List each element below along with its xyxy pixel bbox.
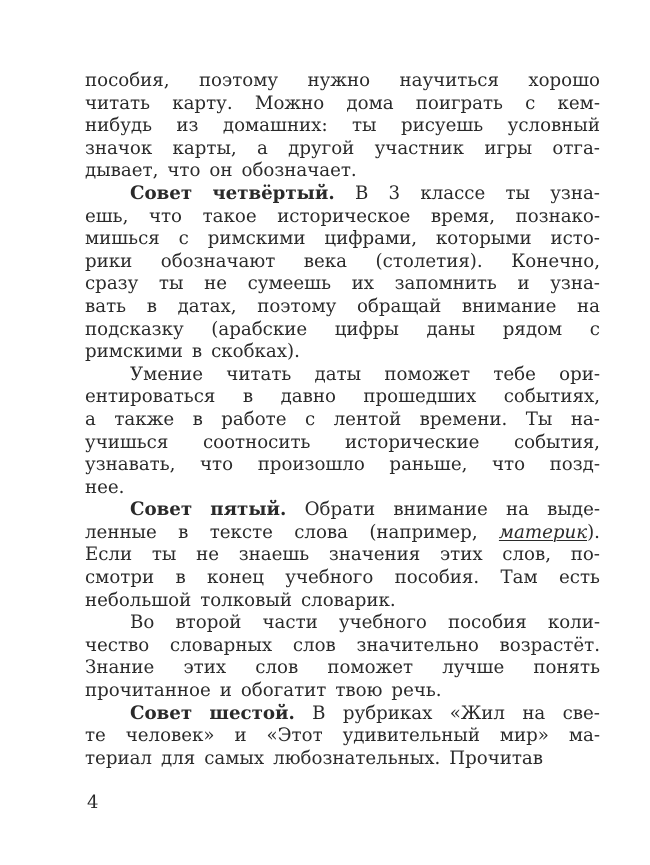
word: карту. [172, 92, 233, 114]
text-line [85, 319, 600, 342]
word: учишься [85, 431, 169, 453]
text-line [85, 364, 600, 387]
paragraph [85, 612, 600, 702]
text-line [85, 590, 600, 613]
text-line [85, 635, 600, 658]
text-line [85, 93, 600, 116]
word: вать [85, 295, 127, 317]
word: рики [85, 250, 133, 272]
word: что [492, 454, 526, 476]
word: лучше [442, 657, 505, 679]
word: с [304, 408, 316, 430]
paragraph [85, 703, 600, 771]
text-line [85, 725, 600, 748]
word: учебного [338, 612, 427, 634]
word: что [200, 454, 234, 476]
word: нее. [85, 476, 125, 498]
word: Если [85, 544, 133, 566]
word: также [114, 408, 175, 430]
text-line [85, 206, 600, 229]
word: произошло [257, 454, 365, 476]
word: с [525, 92, 536, 114]
word: смотри [85, 567, 155, 589]
word: работе [221, 408, 287, 430]
word: словарных [169, 634, 273, 656]
word: века [303, 250, 348, 272]
word: самых [204, 747, 265, 769]
word: научиться [399, 70, 499, 91]
word: Конечно, [511, 250, 600, 272]
text-line [85, 115, 600, 138]
word: подсказку [85, 318, 184, 340]
word: не [204, 273, 227, 295]
word: териал [85, 747, 152, 769]
word: мишься [85, 228, 160, 250]
word: на- [570, 408, 600, 430]
word: внимание [393, 499, 488, 521]
word: слов [292, 634, 336, 656]
paragraph [85, 499, 600, 612]
text-line [85, 273, 600, 296]
word: слов [255, 657, 299, 679]
word: в [191, 341, 203, 363]
word: Прочитав [449, 747, 543, 769]
word: прошедших [363, 386, 477, 408]
word: кем- [557, 92, 600, 114]
word: конец [207, 567, 264, 589]
word: ты [158, 273, 184, 295]
text-line [85, 499, 600, 522]
word: Там [500, 567, 538, 589]
word: исто- [550, 228, 600, 250]
word: материк). [498, 521, 600, 543]
word: поэтому [257, 295, 337, 317]
word: ори- [559, 363, 600, 385]
word: обогатит [240, 680, 327, 702]
word: 3 [388, 182, 401, 204]
word: по- [570, 544, 600, 566]
word: времени. [419, 408, 508, 430]
word: толковый [200, 589, 292, 611]
word: которыми [435, 228, 532, 250]
word: с [178, 228, 189, 250]
word: нибудь [85, 115, 152, 137]
word: исторические [345, 431, 480, 453]
word: дывает, [85, 160, 159, 182]
word: события, [513, 431, 600, 453]
word: читать [85, 92, 151, 114]
word: не [196, 544, 219, 566]
word: нужно [307, 70, 371, 91]
text-line [85, 703, 600, 726]
word: возрастёт. [499, 634, 600, 656]
text-line [85, 183, 600, 206]
paragraph [85, 70, 600, 183]
word: такое [202, 205, 257, 227]
word: Ты [525, 408, 553, 430]
word: игры [484, 137, 533, 159]
word: отга- [552, 137, 600, 159]
word: пособия, [85, 70, 170, 91]
word: цифрами, [324, 228, 418, 250]
word: обращай [356, 295, 442, 317]
word: что [148, 205, 182, 227]
word: домашних: [222, 115, 328, 137]
word: дома [346, 92, 394, 114]
word: Знание [85, 657, 155, 679]
text-line [85, 544, 600, 567]
text-line [85, 748, 600, 771]
word: рядом [502, 318, 563, 340]
word: а [257, 137, 268, 159]
word: событиях, [503, 386, 600, 408]
text-line [85, 657, 600, 680]
text-line [85, 567, 600, 590]
text-line [85, 160, 600, 183]
word: «Этот [266, 725, 323, 747]
word: обозначает. [241, 160, 357, 182]
word: поиграть [415, 92, 503, 114]
word: раньше, [389, 454, 468, 476]
word: в [178, 521, 189, 543]
text-line [85, 228, 600, 251]
word: участник [374, 137, 465, 159]
word: поэтому [198, 70, 279, 91]
word: соотносить [202, 431, 311, 453]
word: (столетия). [375, 250, 483, 272]
word: поможет [384, 363, 471, 385]
text-line [85, 138, 600, 161]
word: сумеешь [247, 273, 331, 295]
word: тебе [493, 363, 536, 385]
word: поможет [327, 657, 414, 679]
word: коли- [547, 612, 600, 634]
word: внимание [461, 295, 557, 317]
word: ты [151, 544, 177, 566]
word: римскими [207, 228, 306, 250]
word: их [351, 273, 374, 295]
word: датах, [177, 295, 237, 317]
word: «Жил [449, 702, 505, 724]
word: человек» [125, 725, 215, 747]
word: на [522, 702, 546, 724]
word: чество [85, 634, 150, 656]
word: слова [294, 521, 348, 543]
word: словарик. [300, 589, 396, 611]
text-line [85, 70, 600, 93]
word: и [517, 273, 530, 295]
word: ленные [85, 521, 157, 543]
word: знаешь [238, 544, 310, 566]
advice-heading: Совет [130, 499, 193, 521]
word: даты [314, 363, 362, 385]
word: В [312, 702, 326, 724]
word: мир» [499, 725, 549, 747]
word: твою [335, 680, 383, 702]
word: в [242, 386, 254, 408]
word: рисуешь [400, 115, 484, 137]
word: пособия. [394, 567, 480, 589]
advice-heading: пятый. [210, 499, 287, 521]
word: обозначают [160, 250, 276, 272]
word: что [167, 160, 201, 182]
text-line [85, 386, 600, 409]
text-line [85, 454, 600, 477]
word: этих [439, 544, 483, 566]
word: на [577, 295, 600, 317]
word: небольшой [85, 589, 192, 611]
advice-heading: Совет [130, 702, 193, 724]
text-line [85, 341, 600, 364]
word: В [354, 182, 369, 204]
word: значения [328, 544, 421, 566]
word: условный [507, 115, 600, 137]
word: читать [226, 363, 292, 385]
word: ты [352, 115, 377, 137]
word: в [175, 567, 186, 589]
advice-heading: Совет [130, 182, 193, 204]
word: Можно [254, 92, 325, 114]
word: а [85, 408, 96, 430]
word: запомнить [394, 273, 497, 295]
word: узна- [550, 182, 600, 204]
word: с [589, 318, 600, 340]
text-line [85, 522, 600, 545]
word: второй [175, 612, 242, 634]
word: из [176, 115, 199, 137]
word: учебного [285, 567, 374, 589]
word: позд- [549, 454, 600, 476]
word: классе [420, 182, 486, 204]
page-number: 4 [87, 792, 99, 813]
document-page [85, 70, 600, 770]
word: ешь, [85, 205, 129, 227]
word: сразу [85, 273, 139, 295]
word: значок [85, 137, 153, 159]
word: любознательных. [273, 747, 441, 769]
advice-heading: четвёртый. [212, 182, 335, 204]
word: ма- [568, 725, 600, 747]
text-line [85, 409, 600, 432]
word: на [506, 499, 529, 521]
word: этих [183, 657, 227, 679]
paragraph [85, 364, 600, 500]
text-line [85, 680, 600, 703]
text-line [85, 432, 600, 455]
word: познако- [515, 205, 600, 227]
word: удивительный [342, 725, 480, 747]
word: те [85, 725, 106, 747]
word: Обрати [304, 499, 376, 521]
word: время, [430, 205, 495, 227]
word: пособия [447, 612, 527, 634]
word: скобках). [211, 341, 300, 363]
word: в [146, 295, 157, 317]
word: историческое [277, 205, 411, 227]
glossary-term: материк [498, 521, 588, 543]
word: ты [505, 182, 530, 204]
word: узна- [550, 273, 600, 295]
word: римскими [85, 341, 183, 363]
word: лентой [333, 408, 402, 430]
word: прочитанное [85, 680, 211, 702]
word: Во [130, 612, 155, 634]
word: он [209, 160, 233, 182]
word: узнавать, [85, 454, 176, 476]
word: даны [426, 318, 476, 340]
word: (например, [369, 521, 478, 543]
word: хорошо [528, 70, 600, 91]
word: слов, [502, 544, 552, 566]
advice-heading: шестой. [209, 702, 295, 724]
word: понять [533, 657, 600, 679]
word: речь. [391, 680, 442, 702]
word: выде- [547, 499, 600, 521]
word: рубриках [342, 702, 433, 724]
word: све- [562, 702, 600, 724]
word: цифры [334, 318, 399, 340]
word: ентироваться [85, 386, 216, 408]
text-line [85, 477, 600, 500]
word: и [219, 680, 232, 702]
word: тексте [209, 521, 273, 543]
word: есть [559, 567, 600, 589]
word: и [234, 725, 247, 747]
text-line [85, 251, 600, 274]
word: в [192, 408, 203, 430]
text-line [85, 296, 600, 319]
word: карты, [172, 137, 237, 159]
word: (арабские [211, 318, 308, 340]
text-line [85, 612, 600, 635]
word: Умение [130, 363, 204, 385]
paragraph [85, 183, 600, 364]
word: для [161, 747, 196, 769]
word: другой [288, 137, 355, 159]
word: давно [280, 386, 336, 408]
word: значительно [356, 634, 479, 656]
word: части [262, 612, 318, 634]
